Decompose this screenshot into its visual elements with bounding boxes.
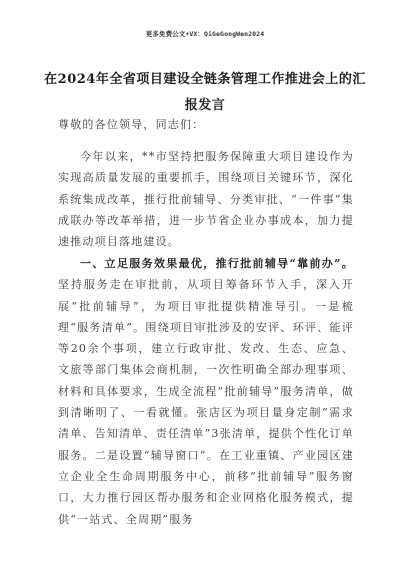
salutation: 尊敬的各位领导，同志们： (58, 118, 205, 131)
section-body: 坚持服务走在审批前，从项目筹备环节入手，深入开展“批前辅导”，为项目审批提供精准导引。一是梳理“服务清单”。围绕项目审批涉及的安评、环评、能评等20余个事项，建立行政审批、发改、生态、应急、文旅等部门集体会商机制，一次性明确全部办理事项、材料和具体要求，生成全流程“批前辅导”服务清单，做到清晰明了、一看就懂。张店区为项目量身定制“需求清单、告知清单、责任清单”3张清单，提供个性化订单服务。二是设置“辅导窗口”。在工业重镇、产业园区建立企业全生命周期服务中心，前移“批前辅导”服务窗口，大力推行园区帮办服务和企业网格化服务模式，提供“一站式、全周期”服务 (58, 278, 354, 526)
document-title: 在2024年全省项目建设全链条管理工作推进会上的汇报发言 (44, 72, 366, 113)
paragraph-intro: 今年以来，**市坚持把服务保障重大项目建设作为实现高质量发展的重要抓手，围绕项目关键环节，深化系统集成改革，推行批前辅导、分类审批、“一件事”集成联办等改革举措，进一步节省企业办事成本，加力提速推动项目落地建设。 (58, 150, 354, 249)
section-heading: 一、立足服务效果最优，推行批前辅导“靠前办”。 (80, 257, 354, 270)
paragraph-section-one (58, 253, 354, 530)
header-note: 更多免费公文+VX：QiGeGongWen2024 (145, 30, 265, 38)
